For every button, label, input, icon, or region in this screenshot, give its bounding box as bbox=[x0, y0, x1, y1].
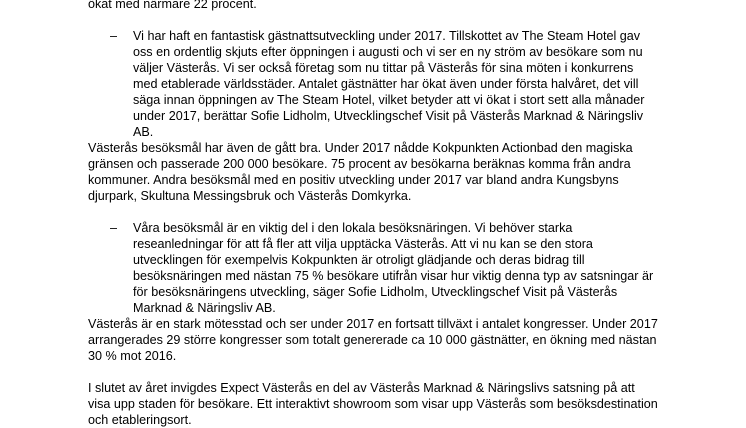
destinations-paragraph bbox=[88, 140, 633, 204]
text-line: AB. bbox=[133, 125, 154, 139]
text-line: under 2017, berättar Sofie Lidholm, Utvecklingschef Visit på Västerås Marknad & Näringsliv bbox=[133, 109, 644, 123]
text-line: visa upp staden för besökare. Ett interaktivt showroom som visar upp Västerås som besöksdestination bbox=[88, 397, 658, 411]
text-line: oss en ordentlig skjuts efter öppningen i augusti och vi ser en ny ström av besökare som nu bbox=[133, 45, 643, 59]
text-line: utvecklingen för exempelvis Kokpunkten är otroligt glädjande och deras bidrag till bbox=[133, 253, 585, 267]
quote-dash-1: – bbox=[110, 29, 118, 43]
text-line: och etableringsort. bbox=[88, 413, 192, 427]
text-line: 30 % mot 2016. bbox=[88, 349, 177, 363]
text-line: reseanledningar för att få fler att vilja upptäcka Västerås. Att vi nu kan se den stora bbox=[133, 237, 593, 251]
text-line: djurpark, Skultuna Messingsbruk och Västerås Domkyrka. bbox=[88, 189, 412, 203]
intro-paragraph-tail bbox=[88, 0, 257, 12]
quote-paragraph-1 bbox=[133, 28, 645, 140]
text-line: för besöksnäringens utveckling, säger Sofie Lidholm, Utvecklingschef Visit på Västerås bbox=[133, 285, 618, 299]
quote-dash-2: – bbox=[110, 221, 118, 235]
text-line: gränsen och passerade 200 000 besökare. 75 procent av besökarna beräknas komma från andra bbox=[88, 157, 631, 171]
text-line: Våra besöksmål är en viktig del i den lokala besöksnäringen. Vi behöver starka bbox=[133, 221, 573, 235]
text-line: Västerås är en stark mötesstad och ser under 2017 en fortsatt tillväxt i antalet kongresser. Under 2017 bbox=[88, 317, 658, 331]
text-line: ökat med närmare 22 procent. bbox=[88, 0, 257, 11]
text-line: besöksnäringen med nästan 75 % besökare utifrån visar hur viktig denna typ av satsningar är bbox=[133, 269, 654, 283]
meetings-paragraph bbox=[88, 316, 658, 364]
text-line: Marknad & Näringsliv AB. bbox=[133, 301, 276, 315]
text-line: Västerås besöksmål har även de gått bra. Under 2017 nådde Kokpunkten Actionbad den magiska bbox=[88, 141, 633, 155]
text-line: I slutet av året invigdes Expect Västerås en del av Västerås Marknad & Näringslivs satsning på att bbox=[88, 381, 635, 395]
text-line: arrangerades 29 större kongresser som totalt genererade ca 10 000 gästnätter, en ökning med nästan bbox=[88, 333, 657, 347]
text-line: säga innan öppningen av The Steam Hotel, vilket betyder att vi ökat i stort sett alla månader bbox=[133, 93, 645, 107]
text-line: kommuner. Andra besöksmål med en positiv utveckling under 2017 var bland andra Kungsbyns bbox=[88, 173, 619, 187]
text-line: väljer Västerås. Vi ser också företag som nu tittar på Västerås för sina möten i konkurrens bbox=[133, 61, 634, 75]
showroom-paragraph bbox=[88, 380, 658, 428]
text-line: Vi har haft en fantastisk gästnattsutveckling under 2017. Tillskottet av The Steam Hotel gav bbox=[133, 29, 641, 43]
quote-paragraph-2 bbox=[133, 220, 653, 316]
text-line: med etablerade världsstäder. Antalet gästnätter har ökat även under första halvåret, det vill bbox=[133, 77, 639, 91]
